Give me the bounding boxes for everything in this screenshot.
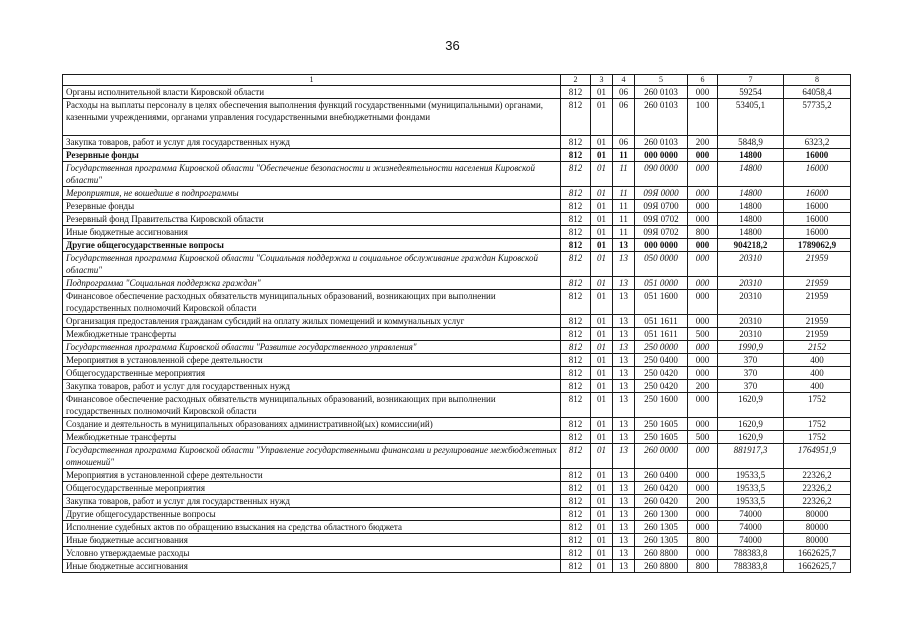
ministry-code-cell: 812: [561, 328, 591, 341]
ministry-code-cell: 812: [561, 534, 591, 547]
section-code-cell: 01: [591, 508, 613, 521]
amount-year1-cell: 20310: [718, 328, 784, 341]
table-row: [63, 239, 851, 252]
target-article-cell: 051 1600: [635, 290, 688, 315]
subsection-code-cell: 13: [613, 547, 635, 560]
section-code-cell: 01: [591, 521, 613, 534]
target-article-cell: 260 0103: [635, 86, 688, 99]
table-row: [63, 213, 851, 226]
ministry-code-cell: 812: [561, 469, 591, 482]
table-row: [63, 136, 851, 149]
table-row: [63, 226, 851, 239]
amount-year1-cell: 14800: [718, 200, 784, 213]
subsection-code-cell: 06: [613, 99, 635, 136]
ministry-code-cell: 812: [561, 252, 591, 277]
amount-year2-cell: 6323,2: [784, 136, 851, 149]
section-code-cell: 01: [591, 469, 613, 482]
row-name-cell: Закупка товаров, работ и услуг для государственных нужд: [63, 136, 561, 149]
amount-year2-cell: 22326,2: [784, 469, 851, 482]
amount-year1-cell: 14800: [718, 226, 784, 239]
expense-type-cell: 000: [688, 521, 718, 534]
section-code-cell: 01: [591, 341, 613, 354]
amount-year1-cell: 14800: [718, 187, 784, 200]
ministry-code-cell: 812: [561, 521, 591, 534]
expense-type-cell: 000: [688, 86, 718, 99]
amount-year1-cell: 19533,5: [718, 495, 784, 508]
amount-year1-cell: 370: [718, 354, 784, 367]
expense-type-cell: 000: [688, 213, 718, 226]
ministry-code-cell: 812: [561, 315, 591, 328]
subsection-code-cell: 13: [613, 252, 635, 277]
target-article-cell: 260 0420: [635, 495, 688, 508]
target-article-cell: 090 0000: [635, 162, 688, 187]
ministry-code-cell: 812: [561, 354, 591, 367]
row-name-cell: Создание и деятельность в муниципальных образованиях административной(ых) комиссии(ий): [63, 418, 561, 431]
row-name-cell: Закупка товаров, работ и услуг для государственных нужд: [63, 495, 561, 508]
row-name-cell: Мероприятия в установленной сфере деятельности: [63, 354, 561, 367]
section-code-cell: 01: [591, 354, 613, 367]
subsection-code-cell: 13: [613, 444, 635, 469]
amount-year2-cell: 22326,2: [784, 482, 851, 495]
row-name-cell: Общегосударственные мероприятия: [63, 482, 561, 495]
header-cell: 1: [63, 75, 561, 86]
amount-year1-cell: 20310: [718, 277, 784, 290]
expense-type-cell: 000: [688, 393, 718, 418]
target-article-cell: 250 1605: [635, 431, 688, 444]
target-article-cell: 260 0420: [635, 482, 688, 495]
section-code-cell: 01: [591, 534, 613, 547]
subsection-code-cell: 11: [613, 187, 635, 200]
ministry-code-cell: 812: [561, 418, 591, 431]
target-article-cell: 260 1300: [635, 508, 688, 521]
section-code-cell: 01: [591, 187, 613, 200]
ministry-code-cell: 812: [561, 149, 591, 162]
amount-year1-cell: 5848,9: [718, 136, 784, 149]
section-code-cell: 01: [591, 213, 613, 226]
expense-type-cell: 500: [688, 431, 718, 444]
expense-type-cell: 800: [688, 226, 718, 239]
section-code-cell: 01: [591, 200, 613, 213]
amount-year2-cell: 16000: [784, 200, 851, 213]
target-article-cell: 050 0000: [635, 252, 688, 277]
amount-year2-cell: 16000: [784, 226, 851, 239]
amount-year2-cell: 1789062,9: [784, 239, 851, 252]
section-code-cell: 01: [591, 226, 613, 239]
expense-type-cell: 000: [688, 482, 718, 495]
section-code-cell: 01: [591, 162, 613, 187]
subsection-code-cell: 13: [613, 560, 635, 573]
row-name-cell: Финансовое обеспечение расходных обязательств муниципальных образований, возникающих при выполнении государственных полномочий Кировской области: [63, 393, 561, 418]
row-name-cell: Государственная программа Кировской области "Социальная поддержка и социальное обслуживание граждан Кировской области": [63, 252, 561, 277]
row-name-cell: Государственная программа Кировской области "Развитие государственного управления": [63, 341, 561, 354]
amount-year1-cell: 1990,9: [718, 341, 784, 354]
ministry-code-cell: 812: [561, 213, 591, 226]
target-article-cell: 260 1305: [635, 521, 688, 534]
table-row: [63, 200, 851, 213]
amount-year2-cell: 80000: [784, 508, 851, 521]
amount-year2-cell: 1752: [784, 393, 851, 418]
ministry-code-cell: 812: [561, 86, 591, 99]
row-name-cell: Органы исполнительной власти Кировской области: [63, 86, 561, 99]
section-code-cell: 01: [591, 99, 613, 136]
amount-year1-cell: 74000: [718, 521, 784, 534]
amount-year2-cell: 64058,4: [784, 86, 851, 99]
amount-year1-cell: 788383,8: [718, 560, 784, 573]
amount-year2-cell: 1662625,7: [784, 560, 851, 573]
amount-year1-cell: 19533,5: [718, 469, 784, 482]
amount-year2-cell: 16000: [784, 187, 851, 200]
amount-year1-cell: 14800: [718, 162, 784, 187]
target-article-cell: 250 1600: [635, 393, 688, 418]
section-code-cell: 01: [591, 547, 613, 560]
expense-type-cell: 000: [688, 341, 718, 354]
expense-type-cell: 000: [688, 444, 718, 469]
subsection-code-cell: 13: [613, 380, 635, 393]
target-article-cell: 09Я 0702: [635, 213, 688, 226]
table-row: [63, 444, 851, 469]
target-article-cell: 051 0000: [635, 277, 688, 290]
table-row: [63, 99, 851, 136]
amount-year1-cell: 74000: [718, 508, 784, 521]
amount-year2-cell: 21959: [784, 315, 851, 328]
expense-type-cell: 200: [688, 136, 718, 149]
section-code-cell: 01: [591, 277, 613, 290]
amount-year1-cell: 74000: [718, 534, 784, 547]
ministry-code-cell: 812: [561, 431, 591, 444]
target-article-cell: 051 1611: [635, 315, 688, 328]
target-article-cell: 09Я 0702: [635, 226, 688, 239]
subsection-code-cell: 13: [613, 508, 635, 521]
row-name-cell: Финансовое обеспечение расходных обязательств муниципальных образований, возникающих при выполнении государственных полномочий Кировской области: [63, 290, 561, 315]
ministry-code-cell: 812: [561, 482, 591, 495]
target-article-cell: 260 8800: [635, 560, 688, 573]
row-name-cell: Иные бюджетные ассигнования: [63, 226, 561, 239]
header-cell: 5: [635, 75, 688, 86]
subsection-code-cell: 13: [613, 290, 635, 315]
amount-year2-cell: 21959: [784, 252, 851, 277]
expense-type-cell: 000: [688, 162, 718, 187]
subsection-code-cell: 13: [613, 418, 635, 431]
expense-type-cell: 000: [688, 315, 718, 328]
amount-year2-cell: 57735,2: [784, 99, 851, 136]
amount-year1-cell: 904218,2: [718, 239, 784, 252]
table-body: [63, 86, 851, 573]
ministry-code-cell: 812: [561, 495, 591, 508]
amount-year2-cell: 400: [784, 367, 851, 380]
row-name-cell: Подпрограмма "Социальная поддержка граждан": [63, 277, 561, 290]
amount-year1-cell: 1620,9: [718, 418, 784, 431]
row-name-cell: Расходы на выплаты персоналу в целях обеспечения выполнения функций государственными (муниципальными) органами, казенными учреждениями, органами управления государственными внебюджетными фондами: [63, 99, 561, 136]
ministry-code-cell: 812: [561, 239, 591, 252]
row-name-cell: Иные бюджетные ассигнования: [63, 534, 561, 547]
ministry-code-cell: 812: [561, 380, 591, 393]
amount-year1-cell: 14800: [718, 213, 784, 226]
row-name-cell: Мероприятия в установленной сфере деятельности: [63, 469, 561, 482]
amount-year2-cell: 16000: [784, 213, 851, 226]
target-article-cell: 000 0000: [635, 149, 688, 162]
row-name-cell: Другие общегосударственные вопросы: [63, 239, 561, 252]
section-code-cell: 01: [591, 149, 613, 162]
target-article-cell: 250 1605: [635, 418, 688, 431]
amount-year2-cell: 21959: [784, 328, 851, 341]
subsection-code-cell: 11: [613, 162, 635, 187]
row-name-cell: Мероприятия, не вошедшие в подпрограммы: [63, 187, 561, 200]
amount-year2-cell: 22326,2: [784, 495, 851, 508]
row-name-cell: Межбюджетные трансферты: [63, 431, 561, 444]
target-article-cell: 000 0000: [635, 239, 688, 252]
budget-table: [62, 74, 851, 573]
amount-year2-cell: 1764951,9: [784, 444, 851, 469]
amount-year1-cell: 881917,3: [718, 444, 784, 469]
subsection-code-cell: 13: [613, 328, 635, 341]
ministry-code-cell: 812: [561, 99, 591, 136]
subsection-code-cell: 13: [613, 367, 635, 380]
expense-type-cell: 200: [688, 380, 718, 393]
target-article-cell: 250 0400: [635, 354, 688, 367]
section-code-cell: 01: [591, 239, 613, 252]
expense-type-cell: 000: [688, 290, 718, 315]
amount-year2-cell: 80000: [784, 534, 851, 547]
amount-year1-cell: 370: [718, 380, 784, 393]
target-article-cell: 260 1305: [635, 534, 688, 547]
subsection-code-cell: 06: [613, 86, 635, 99]
ministry-code-cell: 812: [561, 136, 591, 149]
section-code-cell: 01: [591, 444, 613, 469]
ministry-code-cell: 812: [561, 226, 591, 239]
expense-type-cell: 000: [688, 469, 718, 482]
expense-type-cell: 000: [688, 252, 718, 277]
amount-year1-cell: 59254: [718, 86, 784, 99]
target-article-cell: 250 0420: [635, 367, 688, 380]
subsection-code-cell: 06: [613, 136, 635, 149]
row-name-cell: Иные бюджетные ассигнования: [63, 560, 561, 573]
header-cell: 3: [591, 75, 613, 86]
table-row: [63, 521, 851, 534]
section-code-cell: 01: [591, 482, 613, 495]
target-article-cell: 051 1611: [635, 328, 688, 341]
expense-type-cell: 000: [688, 200, 718, 213]
page-number: 36: [445, 38, 460, 53]
ministry-code-cell: 812: [561, 508, 591, 521]
header-row: [63, 75, 851, 86]
section-code-cell: 01: [591, 431, 613, 444]
ministry-code-cell: 812: [561, 277, 591, 290]
target-article-cell: 09Я 0000: [635, 187, 688, 200]
table-row: [63, 187, 851, 200]
target-article-cell: 250 0000: [635, 341, 688, 354]
expense-type-cell: 000: [688, 354, 718, 367]
table-row: [63, 560, 851, 573]
amount-year2-cell: 21959: [784, 290, 851, 315]
amount-year2-cell: 16000: [784, 149, 851, 162]
target-article-cell: 260 8800: [635, 547, 688, 560]
section-code-cell: 01: [591, 328, 613, 341]
expense-type-cell: 800: [688, 560, 718, 573]
amount-year1-cell: 20310: [718, 252, 784, 277]
section-code-cell: 01: [591, 136, 613, 149]
header-cell: 8: [784, 75, 851, 86]
ministry-code-cell: 812: [561, 393, 591, 418]
target-article-cell: 260 0103: [635, 99, 688, 136]
subsection-code-cell: 13: [613, 469, 635, 482]
ministry-code-cell: 812: [561, 367, 591, 380]
target-article-cell: 260 0000: [635, 444, 688, 469]
header-cell: 7: [718, 75, 784, 86]
amount-year1-cell: 788383,8: [718, 547, 784, 560]
ministry-code-cell: 812: [561, 560, 591, 573]
row-name-cell: Резервный фонд Правительства Кировской области: [63, 213, 561, 226]
row-name-cell: Организация предоставления гражданам субсидий на оплату жилых помещений и коммунальных услуг: [63, 315, 561, 328]
row-name-cell: Межбюджетные трансферты: [63, 328, 561, 341]
ministry-code-cell: 812: [561, 187, 591, 200]
table-row: [63, 252, 851, 277]
table-row: [63, 354, 851, 367]
amount-year2-cell: 21959: [784, 277, 851, 290]
table-row: [63, 534, 851, 547]
table-row: [63, 380, 851, 393]
table-row: [63, 149, 851, 162]
amount-year1-cell: 1620,9: [718, 431, 784, 444]
amount-year2-cell: 1662625,7: [784, 547, 851, 560]
row-name-cell: Условно утверждаемые расходы: [63, 547, 561, 560]
expense-type-cell: 000: [688, 547, 718, 560]
ministry-code-cell: 812: [561, 341, 591, 354]
table-row: [63, 367, 851, 380]
row-name-cell: Государственная программа Кировской области "Обеспечение безопасности и жизнедеятельности населения Кировской области": [63, 162, 561, 187]
table-row: [63, 162, 851, 187]
expense-type-cell: 800: [688, 534, 718, 547]
subsection-code-cell: 13: [613, 521, 635, 534]
section-code-cell: 01: [591, 418, 613, 431]
expense-type-cell: 200: [688, 495, 718, 508]
amount-year1-cell: 19533,5: [718, 482, 784, 495]
section-code-cell: 01: [591, 290, 613, 315]
expense-type-cell: 000: [688, 367, 718, 380]
expense-type-cell: 000: [688, 239, 718, 252]
amount-year1-cell: 370: [718, 367, 784, 380]
table-row: [63, 290, 851, 315]
amount-year2-cell: 400: [784, 354, 851, 367]
section-code-cell: 01: [591, 315, 613, 328]
amount-year2-cell: 400: [784, 380, 851, 393]
subsection-code-cell: 13: [613, 534, 635, 547]
table-row: [63, 482, 851, 495]
table-row: [63, 418, 851, 431]
section-code-cell: 01: [591, 560, 613, 573]
section-code-cell: 01: [591, 393, 613, 418]
subsection-code-cell: 13: [613, 341, 635, 354]
amount-year1-cell: 14800: [718, 149, 784, 162]
amount-year1-cell: 20310: [718, 290, 784, 315]
header-cell: 2: [561, 75, 591, 86]
subsection-code-cell: 13: [613, 277, 635, 290]
row-name-cell: Резервные фонды: [63, 149, 561, 162]
table-row: [63, 469, 851, 482]
target-article-cell: 260 0400: [635, 469, 688, 482]
target-article-cell: 250 0420: [635, 380, 688, 393]
row-name-cell: Государственная программа Кировской области "Управление государственными финансами и регулирование межбюджетных отношений": [63, 444, 561, 469]
subsection-code-cell: 11: [613, 226, 635, 239]
subsection-code-cell: 13: [613, 315, 635, 328]
amount-year2-cell: 2152: [784, 341, 851, 354]
subsection-code-cell: 13: [613, 354, 635, 367]
row-name-cell: Общегосударственные мероприятия: [63, 367, 561, 380]
amount-year2-cell: 1752: [784, 418, 851, 431]
subsection-code-cell: 13: [613, 393, 635, 418]
ministry-code-cell: 812: [561, 444, 591, 469]
target-article-cell: 09Я 0700: [635, 200, 688, 213]
subsection-code-cell: 13: [613, 239, 635, 252]
expense-type-cell: 000: [688, 187, 718, 200]
table-row: [63, 277, 851, 290]
expense-type-cell: 500: [688, 328, 718, 341]
expense-type-cell: 000: [688, 418, 718, 431]
subsection-code-cell: 13: [613, 431, 635, 444]
table-row: [63, 393, 851, 418]
expense-type-cell: 000: [688, 149, 718, 162]
expense-type-cell: 000: [688, 508, 718, 521]
ministry-code-cell: 812: [561, 200, 591, 213]
table-row: [63, 341, 851, 354]
amount-year2-cell: 80000: [784, 521, 851, 534]
ministry-code-cell: 812: [561, 290, 591, 315]
amount-year1-cell: 20310: [718, 315, 784, 328]
header-cell: 6: [688, 75, 718, 86]
section-code-cell: 01: [591, 367, 613, 380]
expense-type-cell: 100: [688, 99, 718, 136]
ministry-code-cell: 812: [561, 162, 591, 187]
amount-year1-cell: 53405,1: [718, 99, 784, 136]
row-name-cell: Резервные фонды: [63, 200, 561, 213]
subsection-code-cell: 11: [613, 200, 635, 213]
ministry-code-cell: 812: [561, 547, 591, 560]
section-code-cell: 01: [591, 380, 613, 393]
row-name-cell: Другие общегосударственные вопросы: [63, 508, 561, 521]
section-code-cell: 01: [591, 252, 613, 277]
target-article-cell: 260 0103: [635, 136, 688, 149]
table-header: [63, 75, 851, 86]
subsection-code-cell: 11: [613, 213, 635, 226]
section-code-cell: 01: [591, 86, 613, 99]
amount-year2-cell: 16000: [784, 162, 851, 187]
row-name-cell: Исполнение судебных актов по обращению взыскания на средства областного бюджета: [63, 521, 561, 534]
amount-year2-cell: 1752: [784, 431, 851, 444]
table-row: [63, 508, 851, 521]
subsection-code-cell: 11: [613, 149, 635, 162]
subsection-code-cell: 13: [613, 495, 635, 508]
table-row: [63, 431, 851, 444]
subsection-code-cell: 13: [613, 482, 635, 495]
table-row: [63, 315, 851, 328]
expense-type-cell: 000: [688, 277, 718, 290]
table-row: [63, 328, 851, 341]
section-code-cell: 01: [591, 495, 613, 508]
table-row: [63, 86, 851, 99]
amount-year1-cell: 1620,9: [718, 393, 784, 418]
row-name-cell: Закупка товаров, работ и услуг для государственных нужд: [63, 380, 561, 393]
table-row: [63, 547, 851, 560]
header-cell: 4: [613, 75, 635, 86]
table-row: [63, 495, 851, 508]
